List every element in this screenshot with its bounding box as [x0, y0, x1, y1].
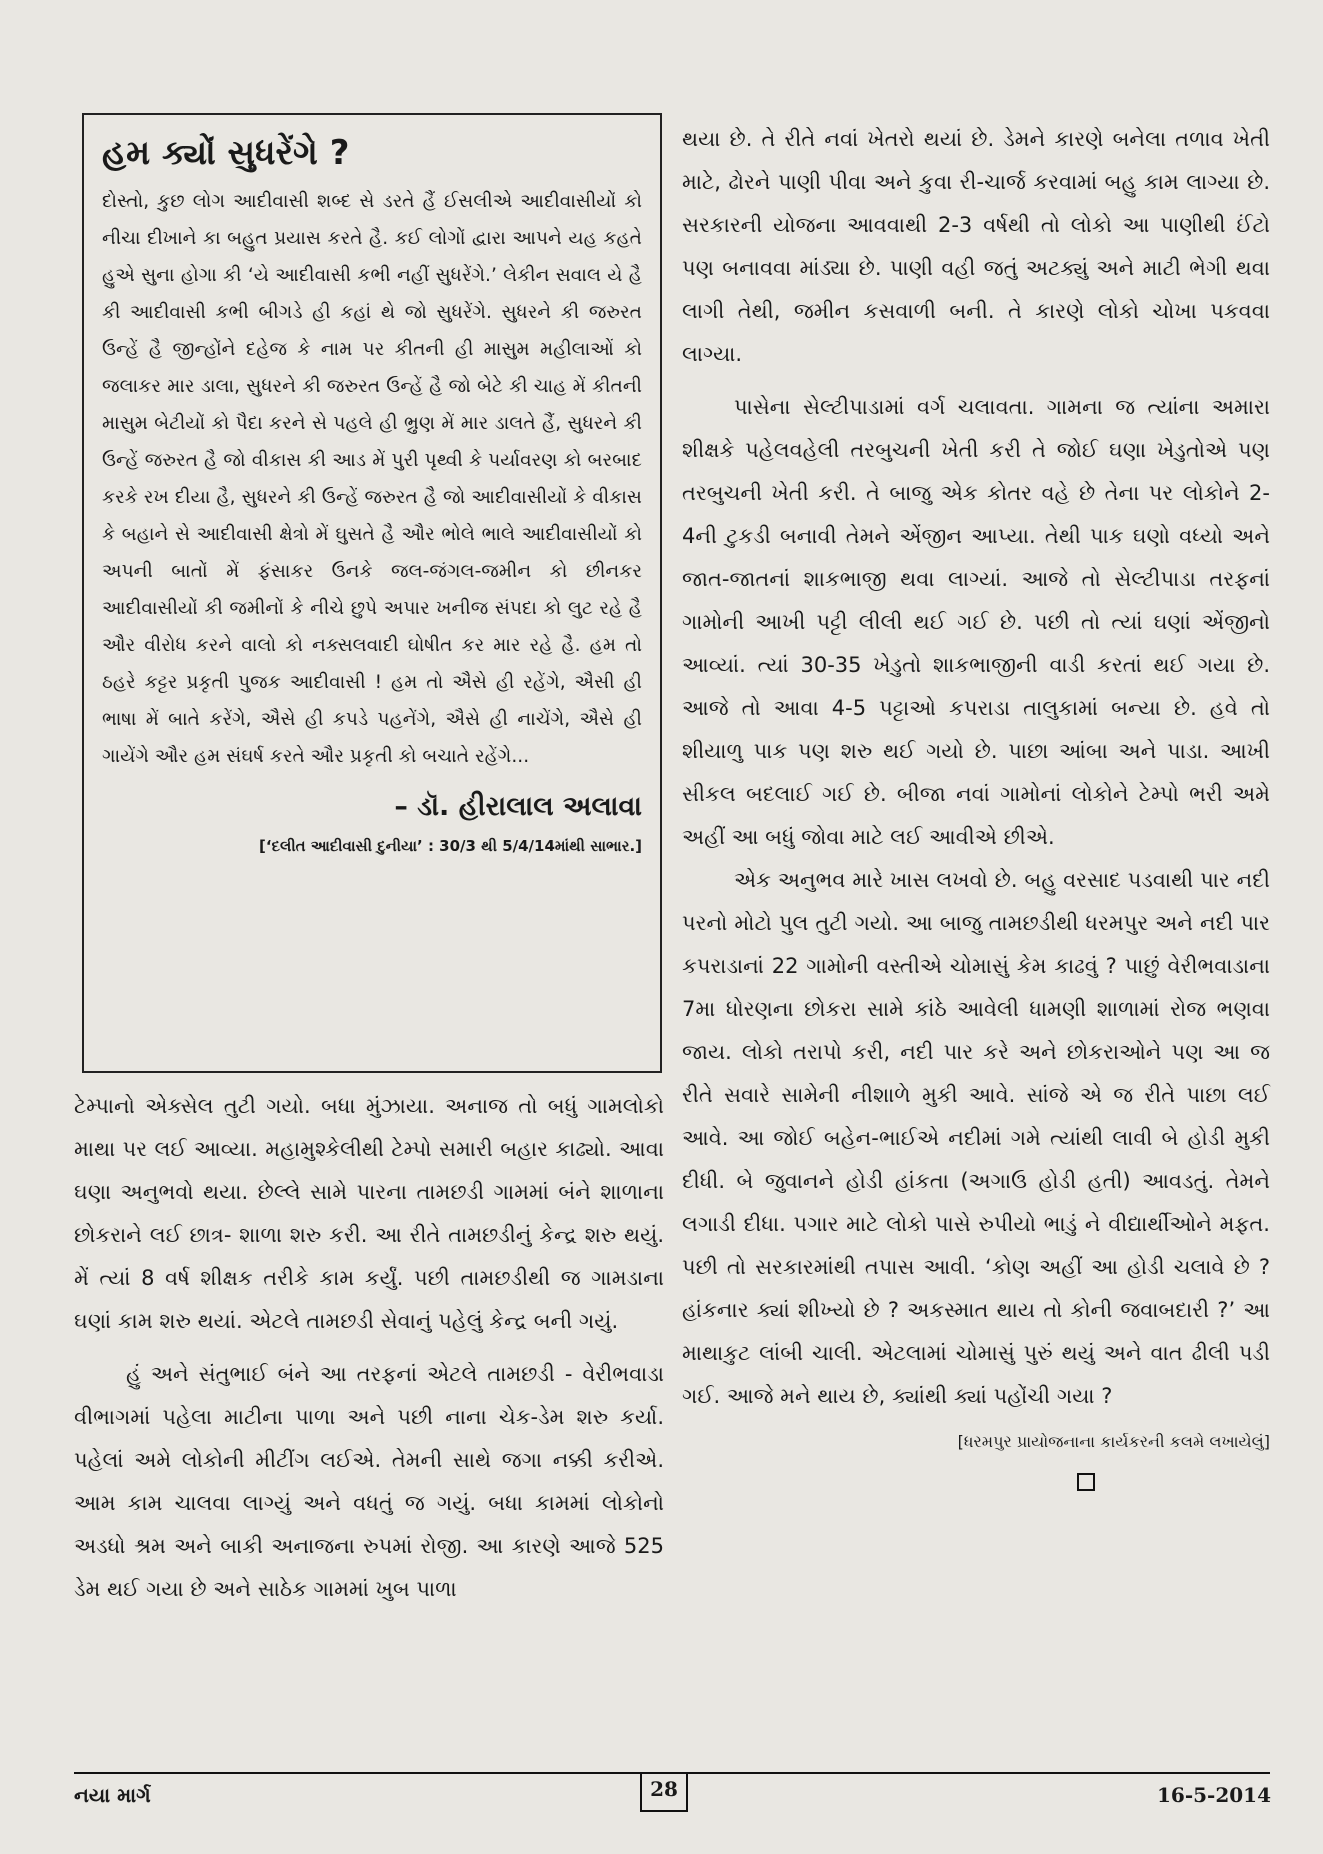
left-paragraph-1: ટેમ્પાનો એક્સેલ તુટી ગયો. બધા મુંઝાયા. અનાજ તો બધું ગામલોકો માથા પર લઈ આવ્યા. મહામુશ્કેલીથી ટેમ્પો સમારી બહાર કાઢ્યો. આવા ઘણા અનુભવો થયા. છેલ્લે સામે પારના તામછડી ગામમાં બંને શાળાના છોકરાને લઈ છાત્ર- શાળા શરુ કરી. આ રીતે તામછડીનું કેન્દ્ર શરુ થયું. મેં ત્યાં 8 વર્ષ શીક્ષક તરીકે કામ કર્યું. પછી તામછડીથી જ ગામડાના ઘણાં કામ શરુ થયાં. એટલે તામછડી સેવાનું પહેલું કેન્દ્ર બની ગયું.	[74, 1094, 664, 1333]
boxed-article-title: હમ ક્યોં સુધરેંગે ?	[102, 133, 350, 173]
end-mark-icon	[1077, 1473, 1095, 1491]
right-column	[682, 118, 1270, 1491]
boxed-article-source: [‘દલીત આદીવાસી દુનીયા’ : 30/3 થી 5/4/14માંથી સાભાર.]	[259, 837, 642, 855]
boxed-article-body: દોસ્તો, કુછ લોગ આદીવાસી શબ્દ સે ડરતે હૈં ઈસલીએ આદીવાસીયોં કો નીચા દીખાને કા બહુત પ્રયાસ કરતે હૈ. કઈ લોગોં દ્વારા આપને યહ કહતે હુએ સુના હોગા કી ‘યે આદીવાસી કભી નહીં સુધરેંગે.’ લેકીન સવાલ યે હૈ કી આદીવાસી કભી બીગડે હી કહાં થે જો સુધરેંગે. સુધરને કી જરુરત ઉન્હેં હૈ જીન્હોંને દહેજ કે નામ પર કીતની હી માસુમ મહીલાઓં કો જલાકર માર ડાલા, સુધરને કી જરુરત ઉન્હેં હૈ જો બેટે કી ચાહ મેં કીતની માસુમ બેટીયોં કો પૈદા કરને સે પહલે હી ભ્રુણ મેં માર ડાલતે હૈં, સુધરને કી ઉન્હેં જરુરત હૈ જો વીકાસ કી આડ મેં પુરી પૃથ્વી કે પર્યાવરણ કો બરબાદ કરકે રખ દીયા હૈ, સુધરને કી ઉન્હેં જરુરત હૈ જો આદીવાસીયોં કે વીકાસ કે બહાને સે આદીવાસી ક્ષેત્રો મેં ઘુસતે હૈ ઔર ભોલે ભાલે આદીવાસીયોં કો અપની બાતોં મેં ફંસાકર ઉનકે જલ-જંગલ-જમીન કો છીનકર આદીવાસીયોં કી જમીનોં કે નીચે છુપે અપાર ખનીજ સંપદા કો લુટ રહે હૈ ઔર વીરોધ કરને વાલો કો નક્સલવાદી ઘોષીત કર માર રહે હૈ. હમ તો ઠહરે કટ્ટર પ્રકૃતી પુજક આદીવાસી ! હમ તો ઐસે હી રહેંગે, ઐસી હી ભાષા મેં બાતે કરેંગે, ઐસે હી કપડે પહનેંગે, ઐસે હી નાચેંગે, ઐસે હી ગાયેંગે ઔર હમ સંઘર્ષ કરતે ઔર પ્રકૃતી કો બચાતે રહેંગે...	[102, 191, 642, 767]
left-paragraph-2: હું અને સંતુભાઈ બંને આ તરફનાં એટલે તામછડી - વેરીભવાડા વીભાગમાં પહેલા માટીના પાળા અને પછી નાના ચેક-ડેમ શરુ કર્યા. પહેલાં અમે લોકોની મીટીંગ લઈએ. તેમની સાથે જગા નક્કી કરીએ. આમ કામ ચાલવા લાગ્યું અને વધતું જ ગયું. બધા કામમાં લોકોનો અડધો શ્રમ અને બાકી અનાજના રુપમાં રોજી. આ કારણે આજે 525 ડેમ થઈ ગયા છે અને સાઠેક ગામમાં ખુબ પાળા	[74, 1362, 664, 1601]
right-paragraph-1: થયા છે. તે રીતે નવાં ખેતરો થયાં છે. ડેમને કારણે બનેલા તળાવ ખેતી માટે, ઢોરને પાણી પીવા અને કુવા રી-ચાર્જ કરવામાં બહુ કામ લાગ્યા છે. સરકારની યોજના આવવાથી 2-3 વર્ષથી તો લોકો આ પાણીથી ઈંટો પણ બનાવવા માંડ્યા છે. પાણી વહી જતું અટક્યું અને માટી ભેગી થવા લાગી તેથી, જમીન કસવાળી બની. તે કારણે લોકો ચોખા પકવવા લાગ્યા.	[682, 127, 1270, 366]
article-credit: [ધરમપુર પ્રાયોજનાના કાર્યકરની કલમે લખાયેલું]	[957, 1432, 1270, 1451]
footer-magazine-name: નયા માર્ગ	[74, 1783, 151, 1807]
boxed-article	[82, 113, 662, 1073]
footer-page-number: 28	[640, 1772, 688, 1812]
right-paragraph-2: પાસેના સેલ્ટીપાડામાં વર્ગ ચલાવતા. ગામના જ ત્યાંના અમારા શીક્ષકે પહેલવહેલી તરબુચની ખેતી કરી તે જોઈ ઘણા ખેડુતોએ પણ તરબુચની ખેતી કરી. તે બાજુ એક કોતર વહે છે તેના પર લોકોને 2-4ની ટુકડી બનાવી તેમને એંજીન આપ્યા. તેથી પાક ઘણો વધ્યો અને જાત-જાતનાં શાકભાજી થવા લાગ્યાં. આજે તો સેલ્ટીપાડા તરફનાં ગામોની આખી પટ્ટી લીલી થઈ ગઈ છે. પછી તો ત્યાં ઘણાં એંજીનો આવ્યાં. ત્યાં 30-35 ખેડુતો શાકભાજીની વાડી કરતાં થઈ ગયા છે. આજે તો આવા 4-5 પટ્ટાઓ કપરાડા તાલુકામાં બન્યા છે. હવે તો શીયાળુ પાક પણ શરુ થઈ ગયો છે. પાછા આંબા અને પાડા. આખી સીકલ બદલાઈ ગઈ છે. બીજા નવાં ગામોનાં લોકોને ટેમ્પો ભરી અમે અહીં આ બધું જોવા માટે લઈ આવીએ છીએ.	[682, 395, 1270, 849]
left-column-lower	[74, 1085, 664, 1611]
boxed-article-author: – ડૉ. હીરાલાલ અલાવા	[394, 791, 642, 822]
right-paragraph-3: એક અનુભવ મારે ખાસ લખવો છે. બહુ વરસાદ પડવાથી પાર નદી પરનો મોટો પુલ તુટી ગયો. આ બાજુ તામછડીથી ધરમપુર અને નદી પાર કપરાડાનાં 22 ગામોની વસ્તીએ ચોમાસું કેમ કાઢવું ? પાછું વેરીભવાડાના 7મા ધોરણના છોકરા સામે કાંઠે આવેલી ધામણી શાળામાં રોજ ભણવા જાય. લોકો તરાપો કરી, નદી પાર કરે અને છોકરાઓને પણ આ જ રીતે સવારે સામેની નીશાળે મુકી આવે. સાંજે એ જ રીતે પાછા લઈ આવે. આ જોઈ બહેન-ભાઈએ નદીમાં ગમે ત્યાંથી લાવી બે હોડી મુકી દીધી. બે જુવાનને હોડી હાંકતા (અગાઉ હોડી હતી) આવડતું. તેમને લગાડી દીધા. પગાર માટે લોકો પાસે રુપીયો ભાડું ને વીદ્યાર્થીઓને મફત. પછી તો સરકારમાંથી તપાસ આવી. ‘કોણ અહીં આ હોડી ચલાવે છે ? હાંકનાર ક્યાં શીખ્યો છે ? અકસ્માત થાય તો કોની જવાબદારી ?’ આ માથાકુટ લાંબી ચાલી. એટલામાં ચોમાસું પુરું થયું અને વાત ઢીલી પડી ગઈ. આજે મને થાય છે, ક્યાંથી ક્યાં પહોંચી ગયા ?	[682, 868, 1270, 1408]
footer-date: 16-5-2014	[1156, 1783, 1271, 1807]
